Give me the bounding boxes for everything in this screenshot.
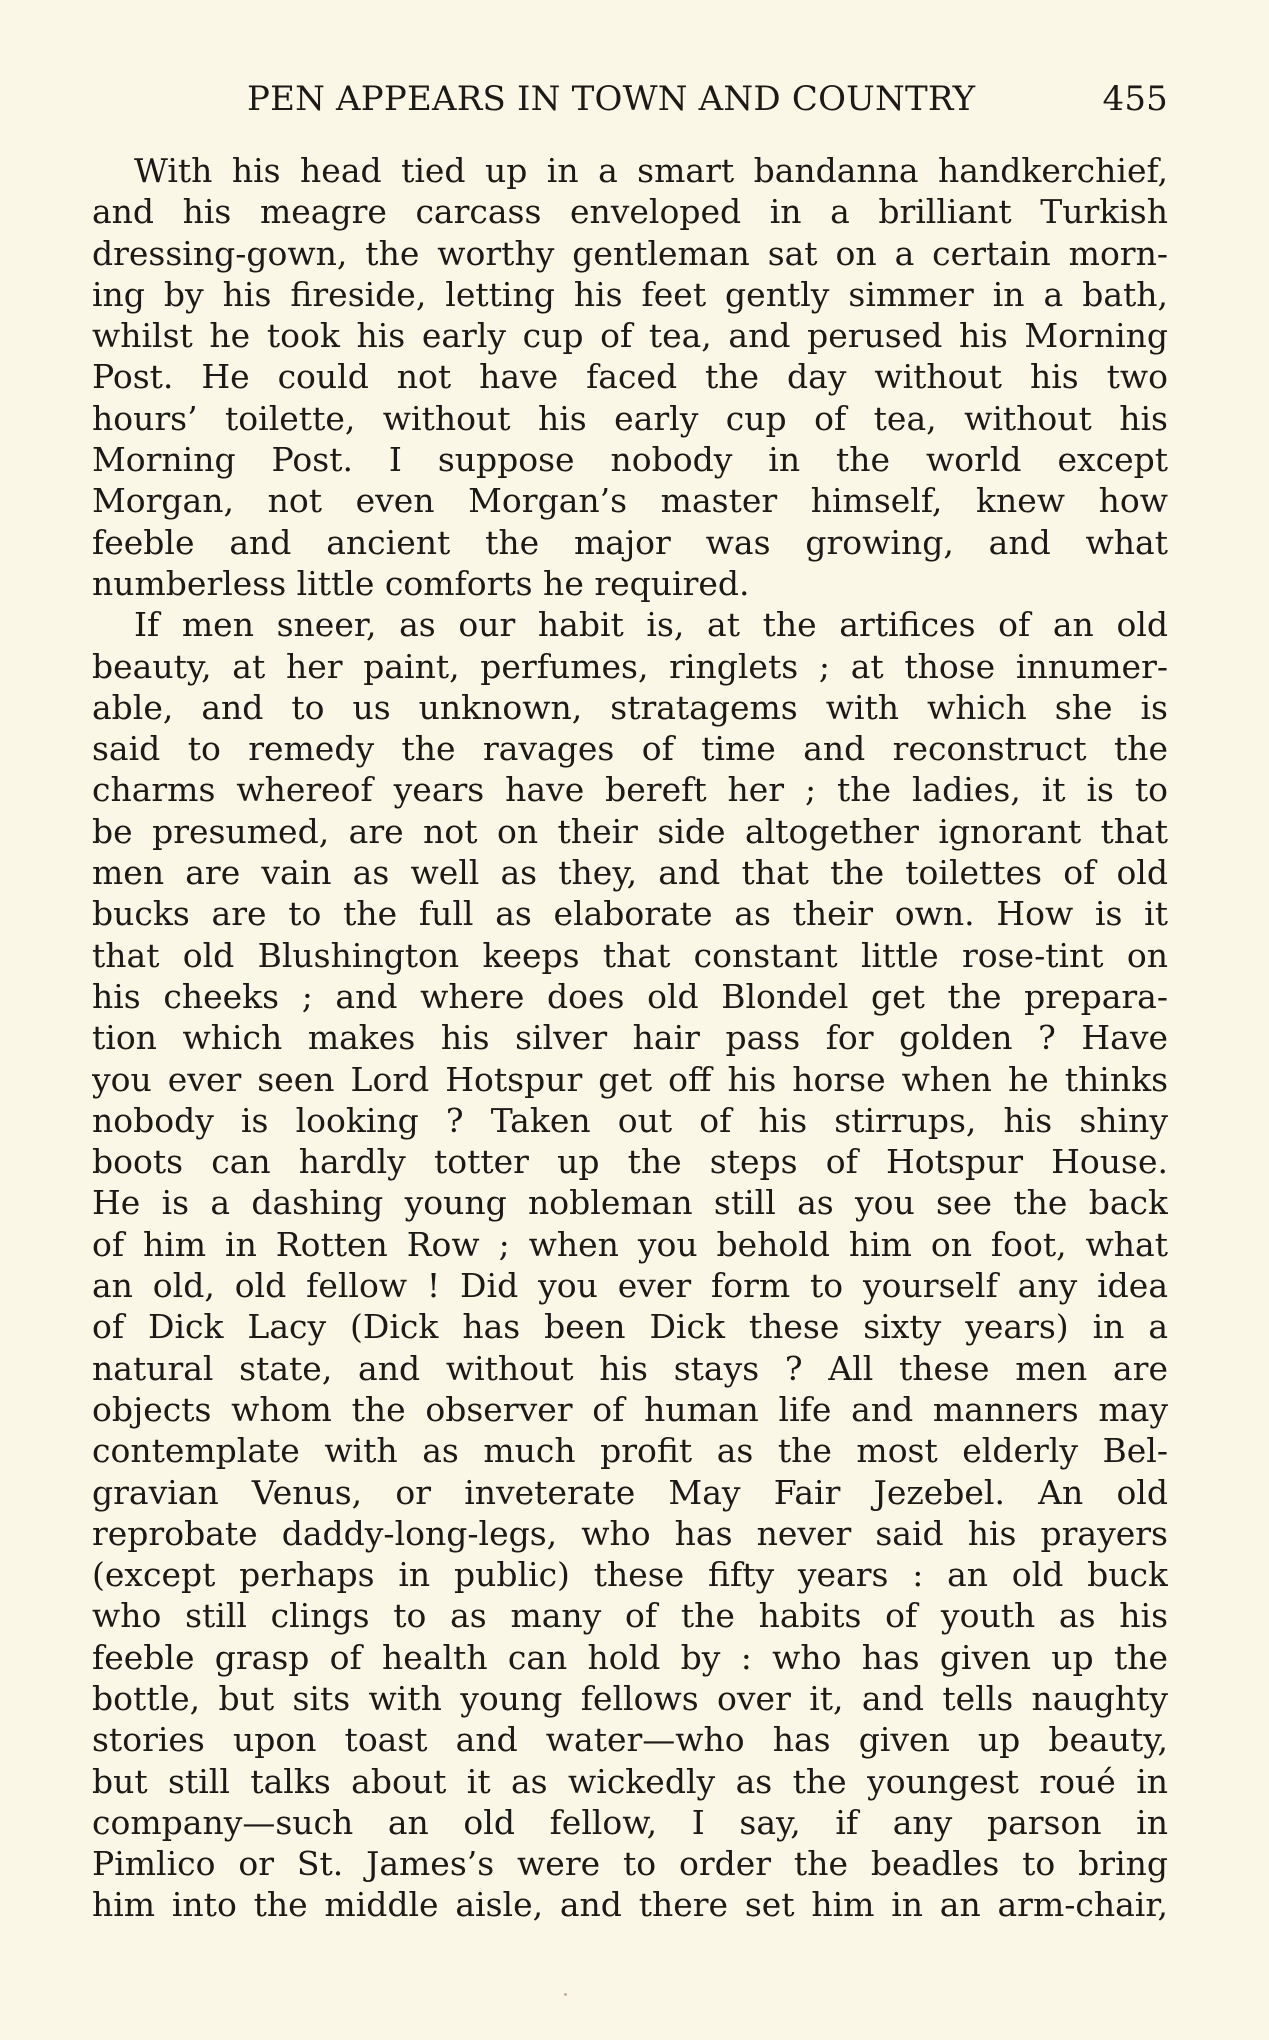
text-line: that old Blushington keeps that constant little rose-tint on xyxy=(92,935,1168,975)
running-head xyxy=(92,74,1168,124)
text-line: bucks are to the full as elaborate as their own. How is it xyxy=(92,894,1168,934)
text-line: Post. He could not have faced the day without his two xyxy=(92,357,1168,397)
text-line: and his meagre carcass enveloped in a brilliant Turkish xyxy=(92,192,1168,232)
text-line: Morgan, not even Morgan’s master himself, knew how xyxy=(92,481,1168,521)
text-line: If men sneer, as our habit is, at the artifices of an old xyxy=(134,605,1168,645)
text-line: him into the middle aisle, and there set him in an arm-chair, xyxy=(92,1885,1168,1925)
text-line: gravian Venus, or inveterate May Fair Jezebel. An old xyxy=(92,1472,1168,1512)
text-line: feeble and ancient the major was growing, and what xyxy=(92,522,1168,562)
text-line: numberless little comforts he required. xyxy=(92,563,750,603)
text-line: (except perhaps in public) these fifty years : an old buck xyxy=(92,1555,1168,1595)
text-line: ing by his fireside, letting his feet gently simmer in a bath, xyxy=(92,274,1168,314)
text-line: whilst he took his early cup of tea, and perused his Morning xyxy=(92,316,1168,356)
text-line: boots can hardly totter up the steps of Hotspur House. xyxy=(92,1142,1168,1182)
text-line: but still talks about it as wickedly as the youngest roué in xyxy=(92,1761,1168,1801)
text-line: He is a dashing young nobleman still as you see the back xyxy=(92,1183,1168,1223)
paper-speck xyxy=(564,1993,567,1996)
text-line: Pimlico or St. James’s were to order the beadles to bring xyxy=(92,1844,1168,1884)
text-line: able, and to us unknown, stratagems with which she is xyxy=(92,687,1168,727)
text-line: reprobate daddy-long-legs, who has never said his prayers xyxy=(92,1513,1168,1553)
body-text xyxy=(92,150,1168,1926)
text-line: said to remedy the ravages of time and reconstruct the xyxy=(92,729,1168,769)
text-line: an old, old fellow ! Did you ever form to yourself any idea xyxy=(92,1266,1168,1306)
text-line: Morning Post. I suppose nobody in the world except xyxy=(92,440,1168,480)
text-line: charms whereof years have bereft her ; the ladies, it is to xyxy=(92,770,1168,810)
text-line: his cheeks ; and where does old Blondel get the prepara- xyxy=(92,976,1168,1016)
text-line: company—such an old fellow, I say, if any parson in xyxy=(92,1802,1168,1842)
text-line: objects whom the observer of human life and manners may xyxy=(92,1389,1168,1429)
text-line: men are vain as well as they, and that the toilettes of old xyxy=(92,853,1168,893)
text-line: contemplate with as much profit as the most elderly Bel- xyxy=(92,1431,1168,1471)
text-line: beauty, at her paint, perfumes, ringlets ; at those innumer- xyxy=(92,646,1168,686)
text-line: hours’ toilette, without his early cup of tea, without his xyxy=(92,398,1168,438)
text-line: you ever seen Lord Hotspur get off his horse when he thinks xyxy=(92,1059,1168,1099)
text-line: be presumed, are not on their side altogether ignorant that xyxy=(92,811,1168,851)
page-number: 455 xyxy=(1102,79,1168,119)
text-line: natural state, and without his stays ? All these men are xyxy=(92,1348,1168,1388)
text-line: stories upon toast and water—who has given up beauty, xyxy=(92,1720,1168,1760)
text-line: dressing-gown, the worthy gentleman sat on a certain morn- xyxy=(92,233,1168,273)
text-line: of Dick Lacy (Dick has been Dick these sixty years) in a xyxy=(92,1307,1168,1347)
text-line: of him in Rotten Row ; when you behold him on foot, what xyxy=(92,1224,1168,1264)
text-line: feeble grasp of health can hold by : who has given up the xyxy=(92,1637,1168,1677)
text-line: tion which makes his silver hair pass for golden ? Have xyxy=(92,1018,1168,1058)
text-line: bottle, but sits with young fellows over it, and tells naughty xyxy=(92,1678,1168,1718)
text-line: who still clings to as many of the habits of youth as his xyxy=(92,1596,1168,1636)
running-head-title: PEN APPEARS IN TOWN AND COUNTRY xyxy=(247,79,976,119)
text-line: With his head tied up in a smart bandanna handkerchief, xyxy=(134,151,1168,190)
text-line: nobody is looking ? Taken out of his stirrups, his shiny xyxy=(92,1100,1168,1140)
